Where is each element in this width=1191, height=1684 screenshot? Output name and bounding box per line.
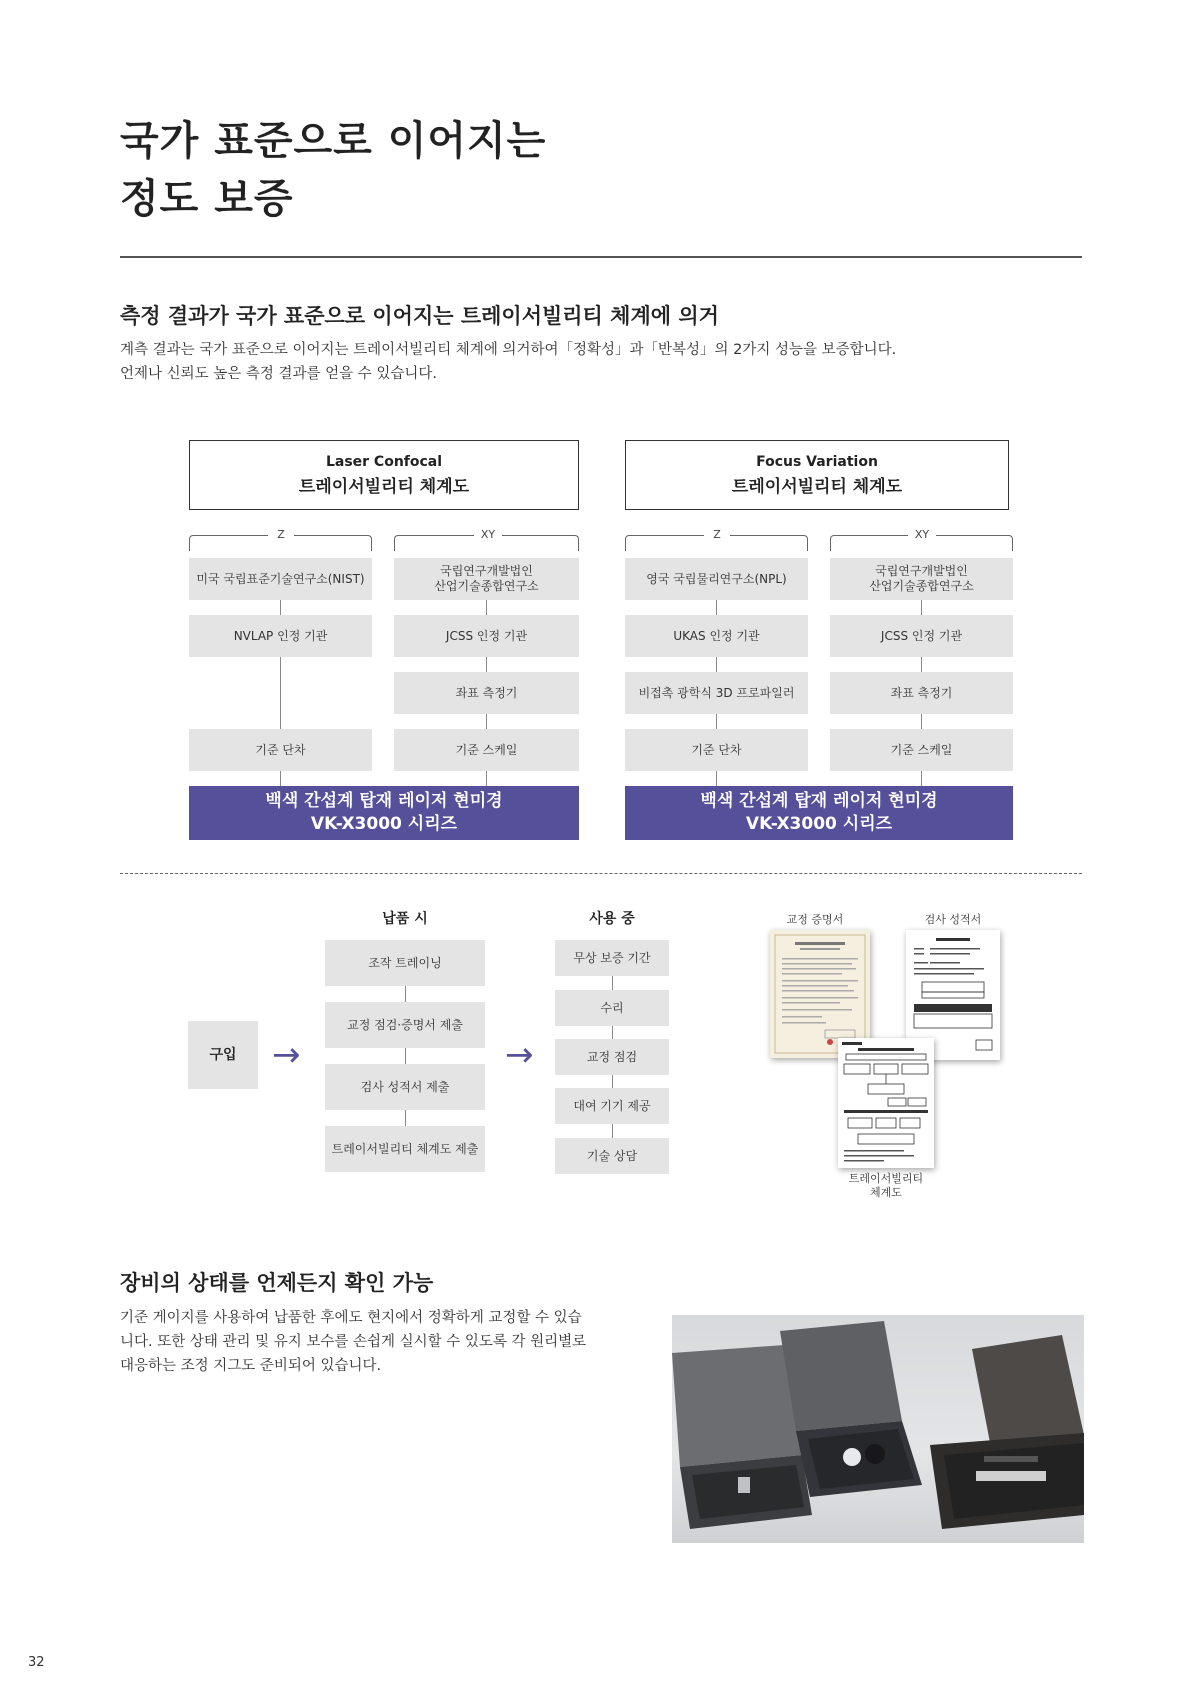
flow-box: 교정 점검·증명서 제출 <box>325 1002 485 1048</box>
arrow-right-icon: → <box>505 1035 534 1075</box>
title-divider <box>120 256 1082 258</box>
trace-box: JCSS 인정 기관 <box>394 615 579 657</box>
trace-box: 좌표 측정기 <box>830 672 1013 714</box>
trace-box: 국립연구개발법인 산업기술종합연구소 <box>394 558 579 600</box>
trace-box: 기준 단차 <box>625 729 808 771</box>
delivery-heading: 납품 시 <box>382 911 428 927</box>
purchase-box: 구입 <box>188 1021 258 1089</box>
flow-box: 기술 상담 <box>555 1138 669 1174</box>
flow-box: 대여 기기 제공 <box>555 1088 669 1124</box>
flow-box: 무상 보증 기간 <box>555 940 669 976</box>
trace-box: 좌표 측정기 <box>394 672 579 714</box>
gauge-case-icon <box>672 1315 1084 1543</box>
arrow-right-icon: → <box>272 1035 301 1075</box>
trace-box: 미국 국립표준기술연구소(NIST) <box>189 558 372 600</box>
z-label: Z <box>268 529 294 541</box>
flow-box: 교정 점검 <box>555 1039 669 1075</box>
trace-box: 비접촉 광학식 3D 프로파일러 <box>625 672 808 714</box>
xy-label: XY <box>474 529 502 541</box>
report-label: 검사 성적서 <box>924 913 982 926</box>
cert-label: 교정 증명서 <box>786 913 844 926</box>
section2-body: 기준 게이지를 사용하여 납품한 후에도 현지에서 정확하게 교정할 수 있습 니다. 또한 상태 관리 및 유지 보수를 손쉽게 실시할 수 있도록 각 원리별로 대응하는 조정 지그도 준비되어 있습니다. <box>120 1310 587 1374</box>
traceability-chart-illustration <box>838 1038 934 1168</box>
trace-box: 영국 국립물리연구소(NPL) <box>625 558 808 600</box>
flow-box: 트레이서빌리티 체계도 제출 <box>325 1126 485 1172</box>
flow-box: 검사 성적서 제출 <box>325 1064 485 1110</box>
xy-label: XY <box>908 529 936 541</box>
section1-body: 계측 결과는 국가 표준으로 이어지는 트레이서빌리티 체계에 의거하여「정확성」과「반복성」의 2가지 성능을 보증합니다. 언제나 신뢰도 높은 측정 결과를 얻을 수 있습니다. <box>120 342 897 382</box>
trace-box: 국립연구개발법인 산업기술종합연구소 <box>830 558 1013 600</box>
section-divider <box>120 873 1082 874</box>
flow-box: 조작 트레이닝 <box>325 940 485 986</box>
trace-box: NVLAP 인정 기관 <box>189 615 372 657</box>
trace-doc-label: 트레이서빌리티 체계도 <box>848 1172 924 1199</box>
section2-heading: 장비의 상태를 언제든지 확인 가능 <box>120 1271 434 1295</box>
trace-box: 기준 스케일 <box>830 729 1013 771</box>
z-label: Z <box>704 529 730 541</box>
trace-box: JCSS 인정 기관 <box>830 615 1013 657</box>
product-banner: 백색 간섭계 탑재 레이저 현미경 VK-X3000 시리즈 <box>189 786 579 840</box>
page-number: 32 <box>28 1655 45 1670</box>
focus-variation-header: Focus Variation 트레이서빌리티 체계도 <box>625 440 1009 510</box>
gauge-cases-photo <box>672 1315 1084 1543</box>
section1-heading: 측정 결과가 국가 표준으로 이어지는 트레이서빌리티 체계에 의거 <box>120 304 719 328</box>
inuse-heading: 사용 중 <box>589 911 635 927</box>
trace-box: UKAS 인정 기관 <box>625 615 808 657</box>
flowchart-icon <box>838 1038 934 1168</box>
trace-box: 기준 단차 <box>189 729 372 771</box>
product-banner: 백색 간섭계 탑재 레이저 현미경 VK-X3000 시리즈 <box>625 786 1013 840</box>
flow-box: 수리 <box>555 990 669 1026</box>
page-title: 국가 표준으로 이어지는 정도 보증 <box>120 118 547 222</box>
laser-confocal-header: Laser Confocal 트레이서빌리티 체계도 <box>189 440 579 510</box>
trace-box: 기준 스케일 <box>394 729 579 771</box>
